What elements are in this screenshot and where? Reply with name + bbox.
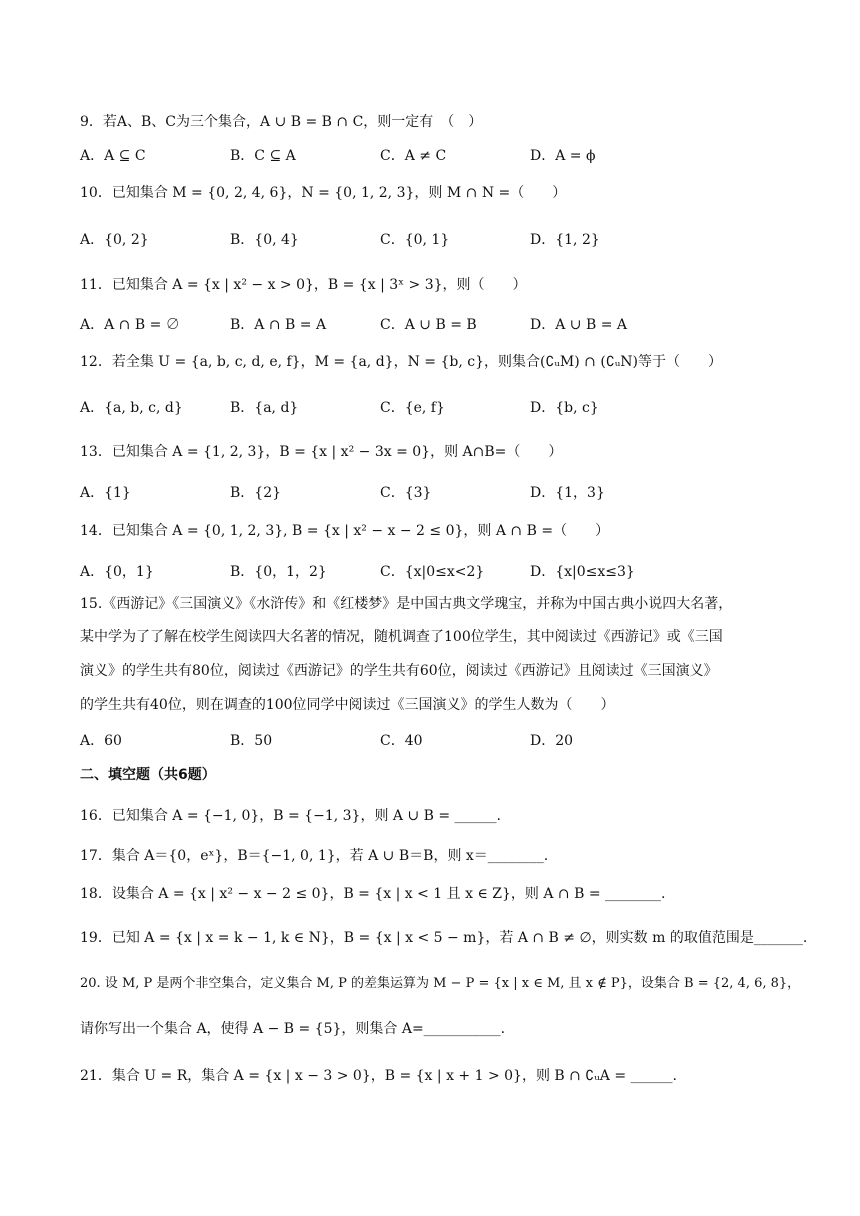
question-20-line-2: 请你写出一个集合 A，使得 A − B = {5}，则集合 A=___________. xyxy=(80,1021,506,1037)
question-15-line-2: 某中学为了了解在校学生阅读四大名著的情况，随机调查了100位学生，其中阅读过《西游记》或《三国 xyxy=(80,629,723,645)
question-20-line-1: 20. 设 M, P 是两个非空集合，定义集合 M, P 的差集运算为 M − P = {x | x ∈ M, 且 x ∉ P}，设集合 B = {2, 4, 6, 8}， xyxy=(80,976,801,991)
question-15-line-3: 演义》的学生共有80位，阅读过《西游记》的学生共有60位，阅读过《西游记》且阅读过《三国演义》 xyxy=(80,663,718,679)
option-c: C．A ∪ B = B xyxy=(380,317,477,333)
option-c: C．{3} xyxy=(380,485,432,501)
question-9-stem: 9．若A、B、C为三个集合，A ∪ B = B ∩ C，则一定有 （ ） xyxy=(80,114,483,130)
option-a: A．60 xyxy=(80,733,122,749)
question-18: 18．设集合 A = {x | x² − x − 2 ≤ 0}，B = {x | x < 1 且 x ∈ Z}，则 A ∩ B = ________. xyxy=(80,886,666,902)
question-17: 17．集合 A＝{0，eˣ}，B＝{−1, 0, 1}，若 A ∪ B＝B，则 x＝________. xyxy=(80,848,549,864)
option-d: D．{1，3} xyxy=(530,485,605,501)
question-11-stem: 11．已知集合 A = {x | x² − x > 0}，B = {x | 3ˣ > 3}，则（ ） xyxy=(80,277,527,293)
option-d: D．A ∪ B = A xyxy=(530,317,627,333)
question-14-options xyxy=(80,562,780,582)
option-b: B．C ⊆ A xyxy=(230,148,296,164)
option-c: C．40 xyxy=(380,733,423,749)
section-heading: 二、填空题（共6题） xyxy=(80,767,216,783)
option-d: D．A = ϕ xyxy=(530,148,596,164)
option-c: C．A ≠ C xyxy=(380,148,447,164)
option-d: D．{1, 2} xyxy=(530,232,600,248)
question-15-line-4: 的学生共有40位，则在调查的100位同学中阅读过《三国演义》的学生人数为（ ） xyxy=(80,697,615,713)
question-13-options xyxy=(80,483,780,503)
option-a: A．{0，1} xyxy=(80,564,154,580)
option-c: C．{x|0≤x<2} xyxy=(380,564,485,580)
option-b: B．{2} xyxy=(230,485,282,501)
option-a: A．A ⊆ C xyxy=(80,148,146,164)
question-10-options xyxy=(80,230,780,250)
option-d: D．20 xyxy=(530,733,574,749)
question-16: 16．已知集合 A = {−1, 0}，B = {−1, 3}，则 A ∪ B = ______. xyxy=(80,808,502,824)
option-a: A．A ∩ B = ∅ xyxy=(80,317,180,333)
question-12-options xyxy=(80,398,780,418)
option-a: A．{a, b, c, d} xyxy=(80,400,183,416)
question-15-line-1: 15.《西游记》《三国演义》《水浒传》和《红楼梦》是中国古典文学瑰宝，并称为中国古典小说四大名著， xyxy=(80,596,733,612)
option-a: A．{0, 2} xyxy=(80,232,149,248)
question-11-options xyxy=(80,315,780,335)
option-d: D．{b, c} xyxy=(530,400,599,416)
question-14-stem: 14．已知集合 A = {0, 1, 2, 3}, B = {x | x² − x − 2 ≤ 0}，则 A ∩ B =（ ） xyxy=(80,523,610,539)
question-13-stem: 13．已知集合 A = {1, 2, 3}，B = {x | x² − 3x = 0}，则 A∩B=（ ） xyxy=(80,444,563,460)
option-d: D．{x|0≤x≤3} xyxy=(530,564,635,580)
question-15-options xyxy=(80,731,780,751)
question-10-stem: 10．已知集合 M = {0, 2, 4, 6}，N = {0, 1, 2, 3}，则 M ∩ N =（ ） xyxy=(80,185,567,201)
option-b: B．{0，1，2} xyxy=(230,564,327,580)
option-a: A．{1} xyxy=(80,485,131,501)
question-9-options xyxy=(80,146,780,166)
option-b: B．A ∩ B = A xyxy=(230,317,327,333)
question-19: 19．已知 A = {x | x = k − 1, k ∈ N}，B = {x | x < 5 − m}，若 A ∩ B ≠ ∅，则实数 m 的取值范围是_______. xyxy=(80,930,808,946)
question-12-stem: 12．若全集 U = {a, b, c, d, e, f}，M = {a, d}，N = {b, c}，则集合(∁ᵤM) ∩ (∁ᵤN)等于（ ） xyxy=(80,354,723,370)
question-21: 21．集合 U = R，集合 A = {x | x − 3 > 0}，B = {x | x + 1 > 0}，则 B ∩ ∁ᵤA = ______. xyxy=(80,1068,677,1084)
option-b: B．{0, 4} xyxy=(230,232,299,248)
option-b: B．{a, d} xyxy=(230,400,299,416)
option-b: B．50 xyxy=(230,733,273,749)
option-c: C．{e, f} xyxy=(380,400,445,416)
option-c: C．{0, 1} xyxy=(380,232,450,248)
